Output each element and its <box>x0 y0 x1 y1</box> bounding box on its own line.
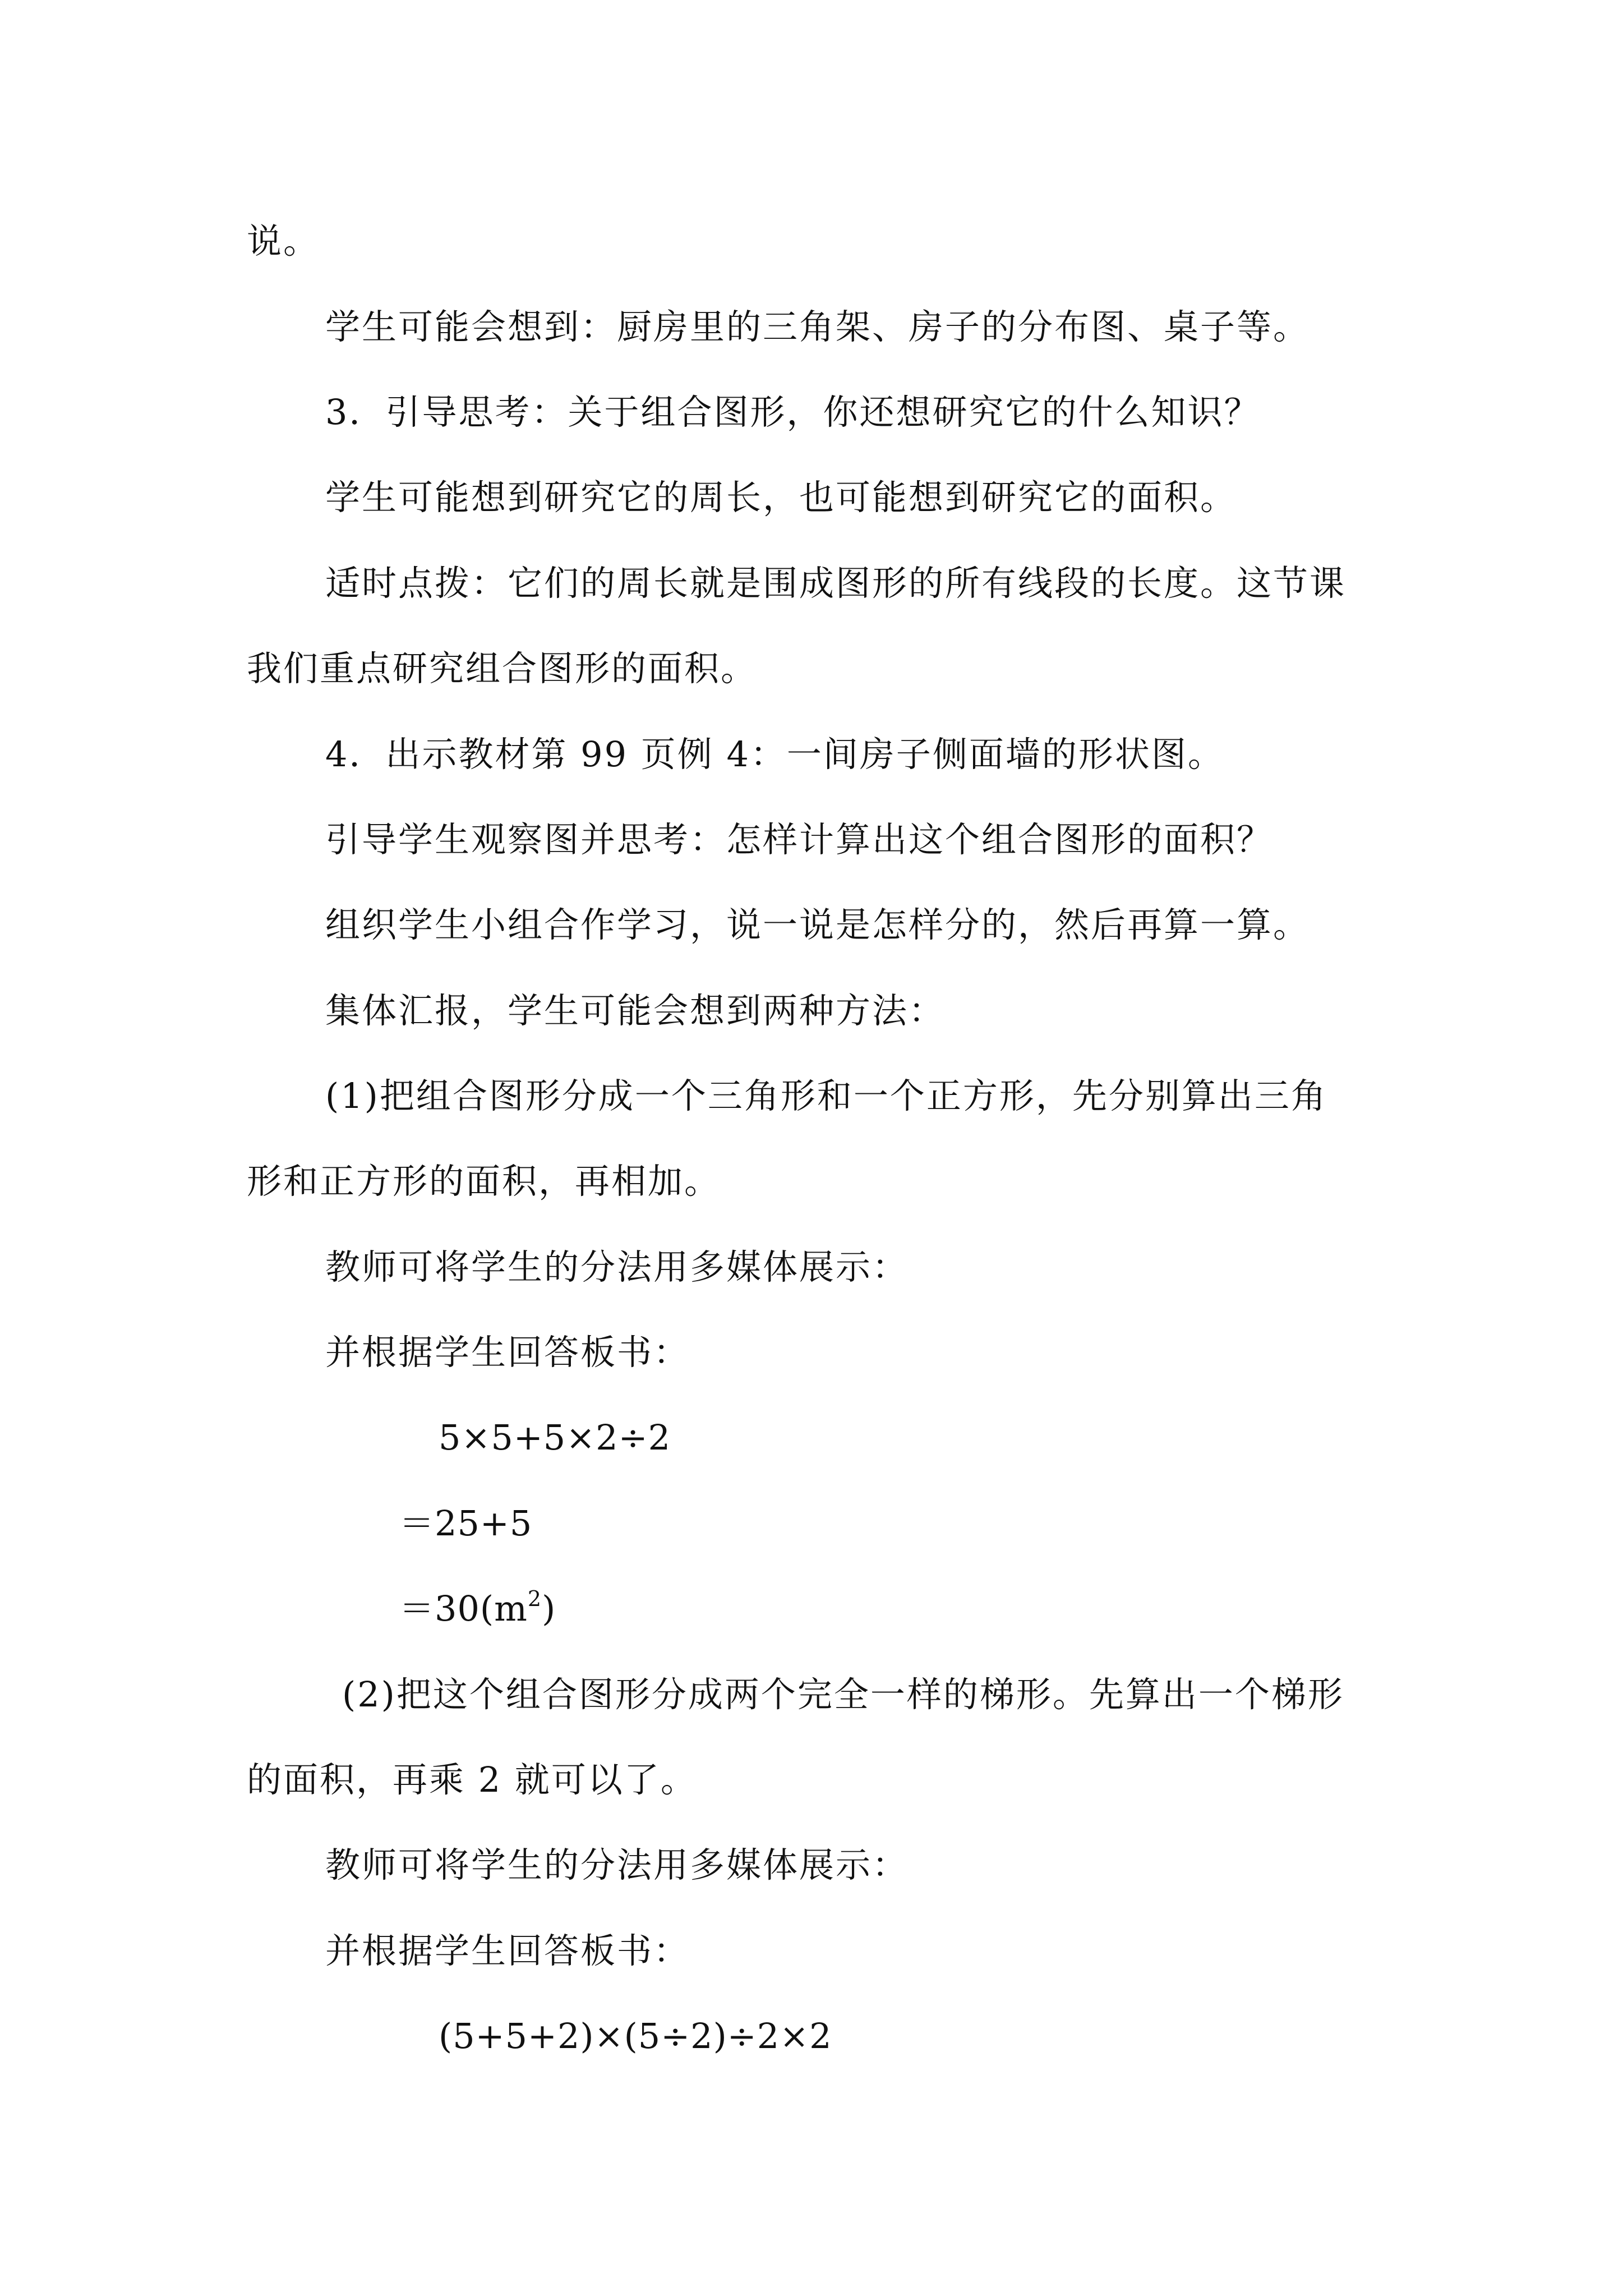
text-line: 组织学生小组合作学习，说一说是怎样分的，然后再算一算。 <box>325 904 1310 945</box>
equation-text: ＝30(m <box>399 1588 528 1629</box>
text-line: 引导学生观察图并思考：怎样计算出这个组合图形的面积？ <box>325 819 1274 860</box>
equation-line: (5+5+2)×(5÷2)÷2×2 <box>439 2016 832 2056</box>
text-line: 并根据学生回答板书： <box>325 1930 690 1971</box>
text-line: 4．出示教材第 99 页例 4：一间房子侧面墙的形状图。 <box>325 734 1224 775</box>
equation-line <box>399 1584 1241 1634</box>
text-line: (2)把这个组合图形分成两个完全一样的梯形。先算出一个梯形 <box>342 1674 1344 1715</box>
text-line: 说。 <box>247 220 320 261</box>
text-line: 集体汇报，学生可能会想到两种方法： <box>325 990 946 1031</box>
text-line: 的面积，再乘 2 就可以了。 <box>247 1759 697 1800</box>
text-line: 并根据学生回答板书： <box>325 1332 690 1373</box>
equation-line: 5×5+5×2÷2 <box>439 1417 671 1458</box>
text-line: 学生可能想到研究它的周长，也可能想到研究它的面积。 <box>325 477 1237 518</box>
equation-close: ) <box>542 1588 556 1629</box>
text-line: 适时点拨：它们的周长就是围成图形的所有线段的长度。这节课 <box>325 563 1347 604</box>
equation-line: ＝25+5 <box>399 1503 533 1544</box>
text-line: 教师可将学生的分法用多媒体展示： <box>325 1844 909 1885</box>
text-line: 3．引导思考：关于组合图形，你还想研究它的什么知识？ <box>325 392 1261 432</box>
text-line: 我们重点研究组合图形的面积。 <box>247 648 758 689</box>
text-line: 学生可能会想到：厨房里的三角架、房子的分布图、桌子等。 <box>325 306 1310 347</box>
superscript: 2 <box>527 1586 542 1612</box>
text-line: 形和正方形的面积，再相加。 <box>247 1161 721 1202</box>
text-line: (1)把组合图形分成一个三角形和一个正方形，先分别算出三角 <box>325 1075 1327 1116</box>
text-line: 教师可将学生的分法用多媒体展示： <box>325 1246 909 1287</box>
